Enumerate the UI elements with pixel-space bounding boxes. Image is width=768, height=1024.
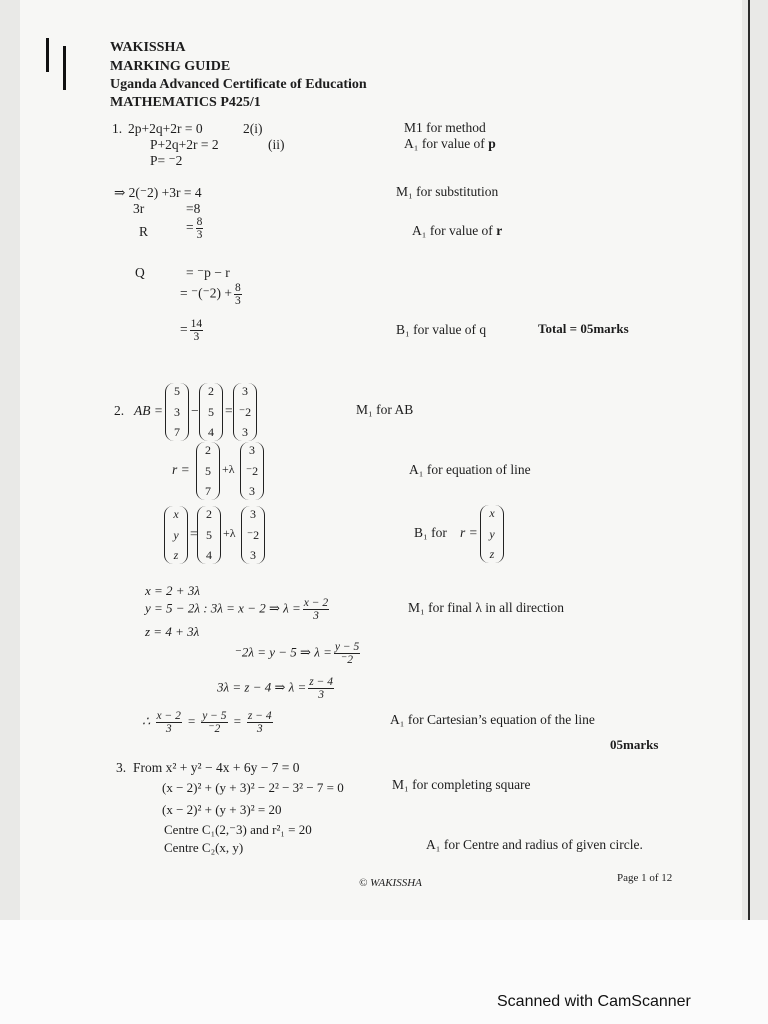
q3-from: From x² + y² − 4x + 6y − 7 = 0 xyxy=(133,760,300,775)
q2-mark-b1: B₁ for xyxy=(414,525,447,540)
camscanner-watermark: Scanned with CamScanner xyxy=(497,993,691,1010)
q2-equals: = xyxy=(225,403,233,418)
q2-matrix-r2: 3 ⁻2 3 xyxy=(240,442,264,500)
header-org: WAKISSHA xyxy=(110,40,186,55)
header-paper: MATHEMATICS P425/1 xyxy=(110,95,261,110)
q1-q-eq3: = $\frac{14}{3}$ xyxy=(180,318,203,343)
q2-plus-lambda: +λ xyxy=(222,462,235,476)
page-edge xyxy=(748,0,750,940)
q3-mark-completing: M₁ for completing square xyxy=(392,777,531,792)
q1-sub-3r: 3r xyxy=(133,201,145,216)
q2-b1-r: r = xyxy=(460,525,478,540)
q2-x-eq: x = 2 + 3λ xyxy=(145,583,200,598)
q2-plus-lambda-2: +λ xyxy=(223,526,236,540)
q2-matrix-p: 2 5 4 xyxy=(197,506,221,564)
q3-line1: (x − 2)² + (y + 3)² − 2² − 3² − 7 = 0 xyxy=(162,780,344,795)
q2-matrix-r1: 2 5 7 xyxy=(196,442,220,500)
q1-mark-value-p: A₁ for value of p xyxy=(404,136,496,151)
q2-mark-equation: A₁ for equation of line xyxy=(409,462,531,477)
q1-mark-substitution: M₁ for substitution xyxy=(396,184,499,199)
q3-line4: Centre C₂(x, y) xyxy=(164,840,244,855)
q1-substitution: ⇒ 2(⁻2) +3r = 4 xyxy=(114,185,202,200)
q1-eq1: 2p+2q+2r = 0 xyxy=(128,121,203,136)
q1-total: Total = 05marks xyxy=(538,321,629,336)
q1-q-label: Q xyxy=(135,265,145,280)
q1-label: 1. xyxy=(112,121,123,136)
q3-line3: Centre C₁(2,⁻3) and r²₁ = 20 xyxy=(164,822,312,837)
q2-matrix-b: 2 5 4 xyxy=(199,383,223,441)
q2-mark-cartesian: A₁ for Cartesian’s equation of the line xyxy=(390,712,595,727)
q1-r-value: = $\frac{8}{3}$ xyxy=(186,216,203,241)
q1-mark-value-q: B₁ for value of q xyxy=(396,322,487,337)
q2-mark-lambda: M₁ for final λ in all direction xyxy=(408,600,564,615)
q2-marks: 05marks xyxy=(610,737,659,752)
q2-lambda-z: 3λ = z − 4 ⇒ λ = $\frac{z - 4}{3}$ xyxy=(217,676,334,701)
q2-lambda-y: ⁻2λ = y − 5 ⇒ λ = $\frac{y - 5}{^-2}$ xyxy=(235,641,360,666)
q1-r-label: R xyxy=(139,224,149,239)
q2-matrix-d: 3 ⁻2 3 xyxy=(241,506,265,564)
q2-r-eq: r = xyxy=(172,462,190,477)
q3-label: 3. xyxy=(116,760,127,775)
q1-mark-method: M1 for method xyxy=(404,120,486,135)
q2-minus: − xyxy=(191,403,199,418)
q1-eq3: P= ⁻2 xyxy=(150,153,183,168)
binding-mark xyxy=(63,46,66,90)
q1-part-ii: (ii) xyxy=(268,137,285,152)
q2-matrix-b1-xyz: x y z xyxy=(480,505,504,563)
header-doc-type: MARKING GUIDE xyxy=(110,59,231,74)
q2-y-eq: y = 5 − 2λ : 3λ = x − 2 ⇒ λ = $\frac{x - 2}{3}$ xyxy=(145,597,329,622)
header-exam: Uganda Advanced Certificate of Education xyxy=(110,77,367,92)
q2-label: 2. xyxy=(114,403,125,418)
q1-eq2: P+2q+2r = 2 xyxy=(150,137,219,152)
q3-line2: (x − 2)² + (y + 3)² = 20 xyxy=(162,802,282,817)
q1-q-eq1: = ⁻p − r xyxy=(186,265,230,280)
q1-mark-value-r: A₁ for value of r xyxy=(412,223,503,238)
q2-matrix-a: 5 3 7 xyxy=(165,383,189,441)
q3-mark-centre: A₁ for Centre and radius of given circle. xyxy=(426,837,643,852)
q2-cartesian: ∴ $\frac{x - 2}{3}$ = $\frac{y - 5}{^-2}$ = $\frac{z - 4}{3}$ xyxy=(142,710,272,735)
footer-copyright: © WAKISSHA xyxy=(359,877,422,889)
q2-matrix-c: 3 ⁻2 3 xyxy=(233,383,257,441)
document-page xyxy=(20,0,742,920)
q2-ab: AB = xyxy=(134,403,163,418)
q2-matrix-xyz: x y z xyxy=(164,506,188,564)
q1-sub-8: =8 xyxy=(186,201,201,216)
q2-z-eq: z = 4 + 3λ xyxy=(145,624,200,639)
footer-page-number: Page 1 of 12 xyxy=(617,872,673,884)
q2-equals-2: = xyxy=(190,526,198,541)
q1-q-eq2: = ⁻(⁻2) + $\frac{8}{3}$ xyxy=(180,282,241,307)
q2-mark-ab: M₁ for AB xyxy=(356,402,414,417)
q1-part-i: 2(i) xyxy=(243,121,263,136)
binding-mark xyxy=(46,38,49,72)
